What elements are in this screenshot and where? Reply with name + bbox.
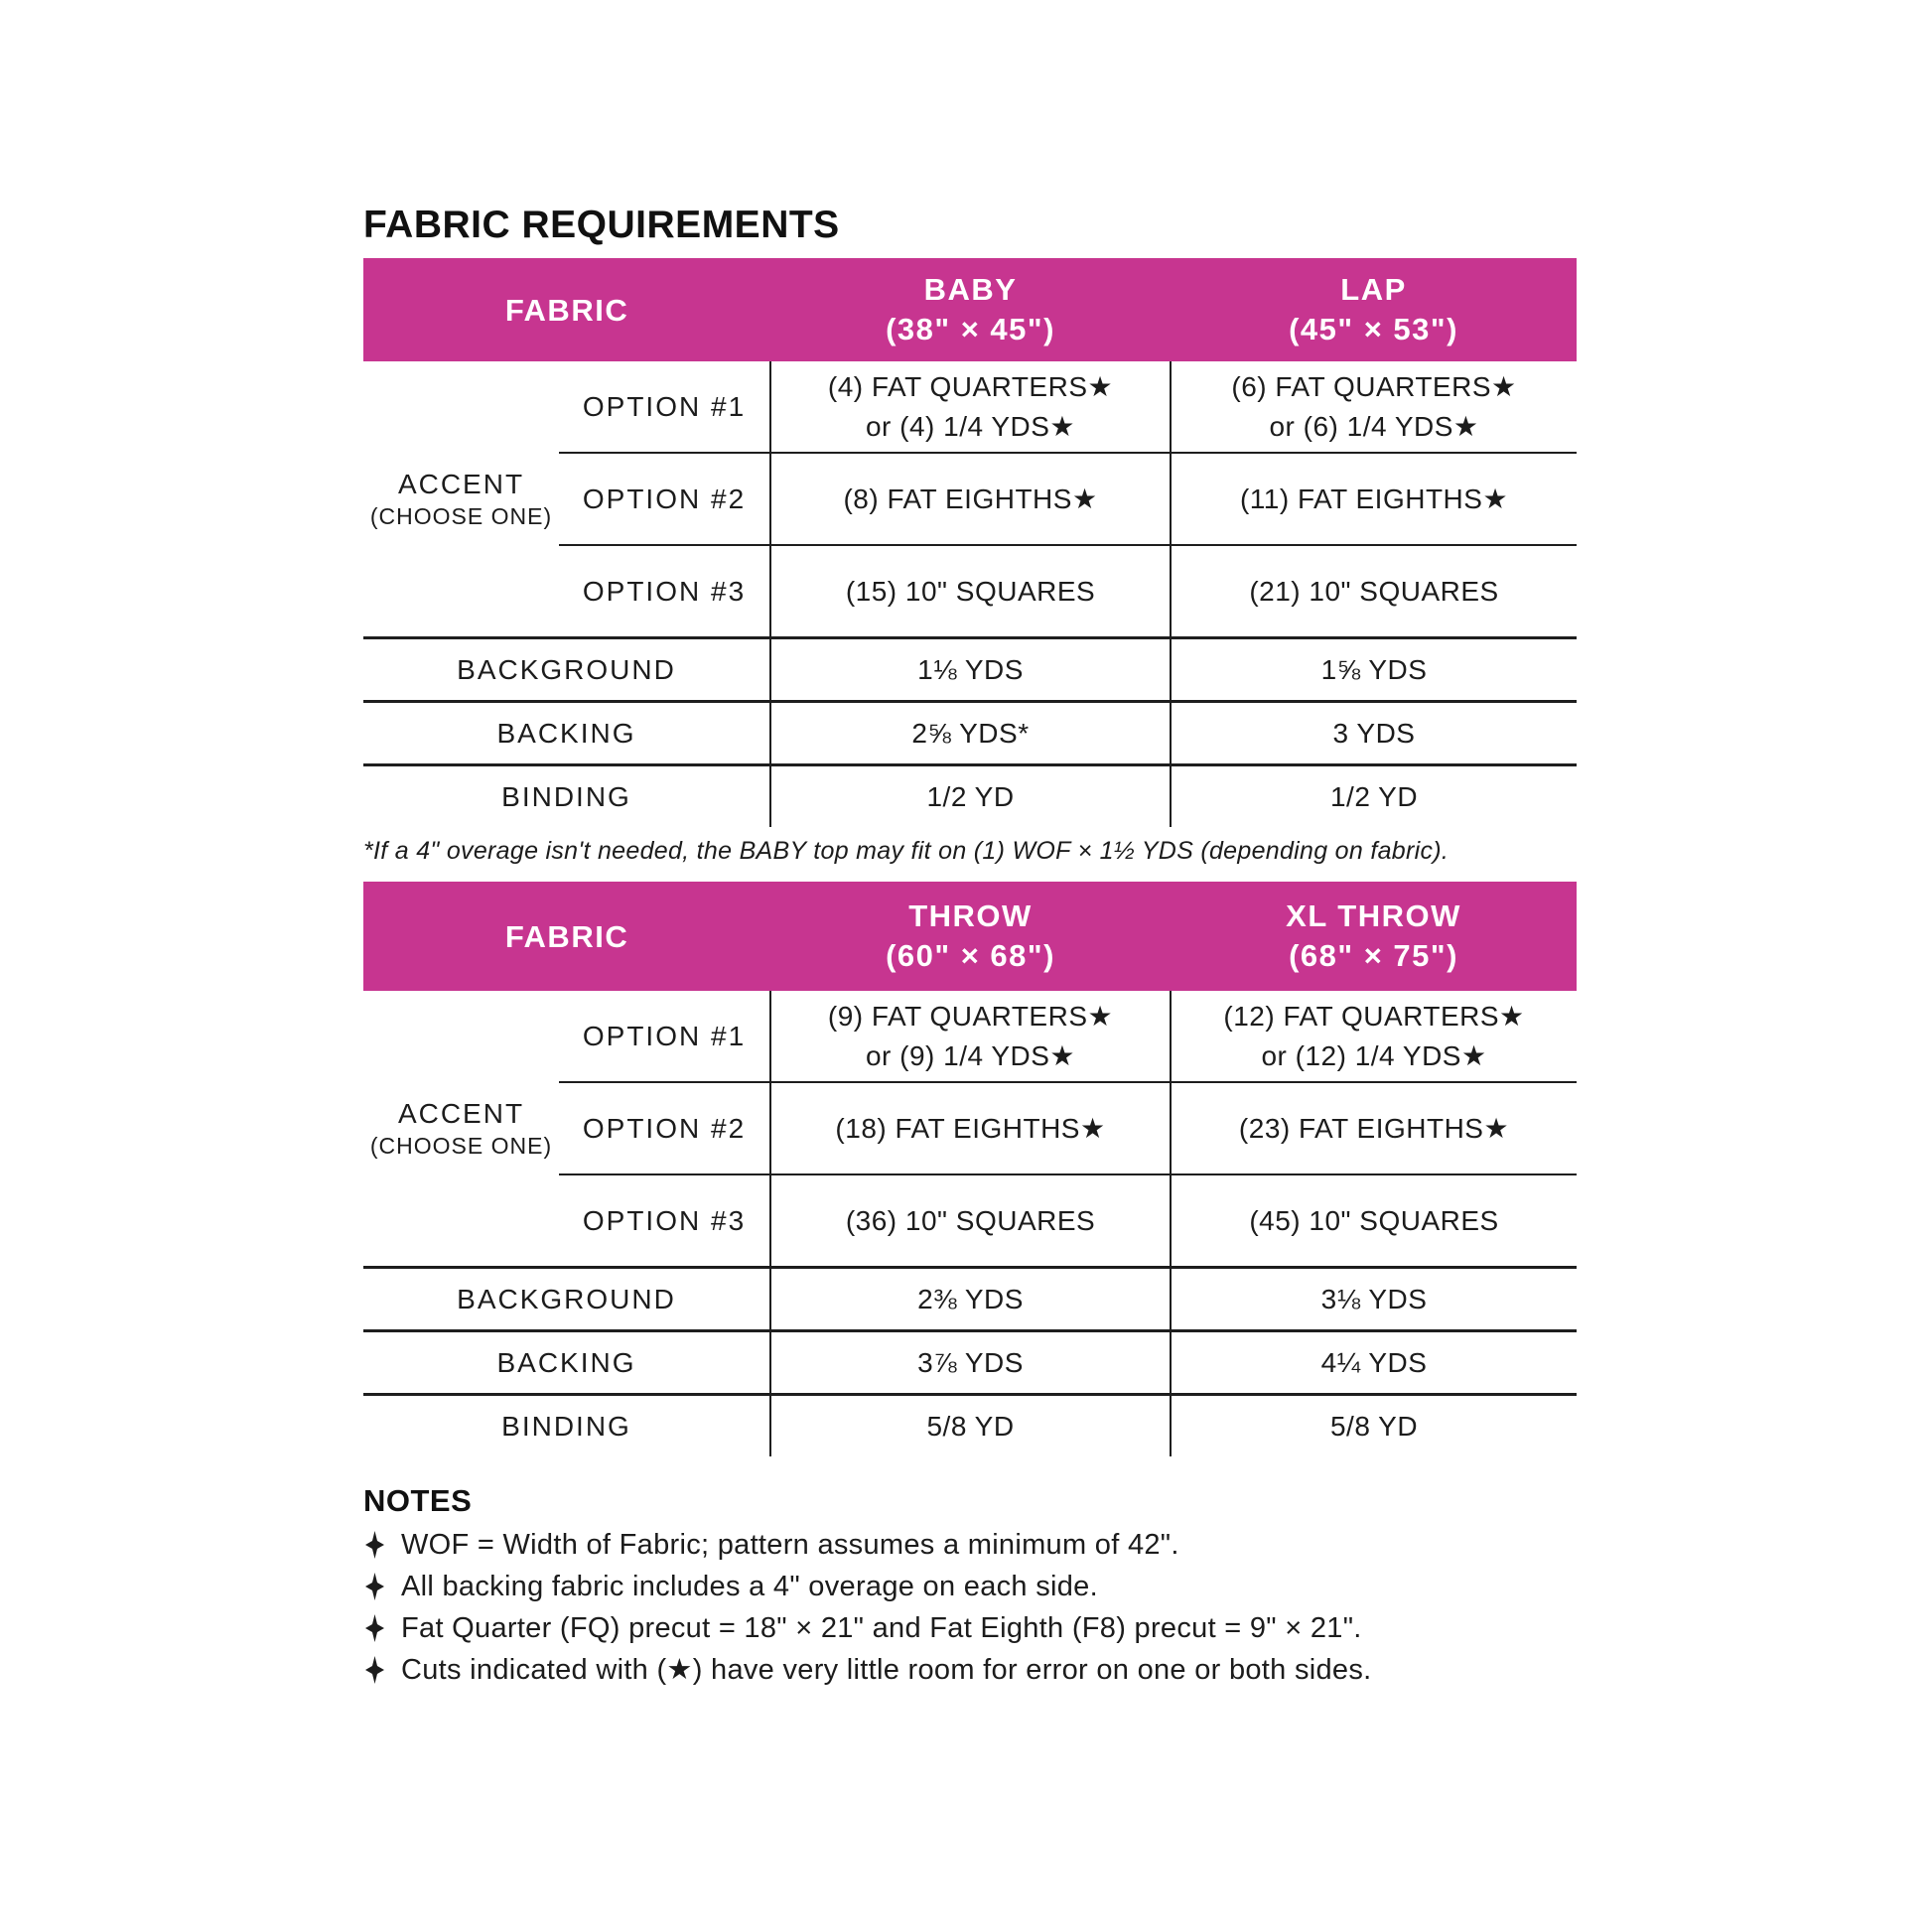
- value-line: or (6) 1/4 YDS★: [1269, 410, 1479, 442]
- notes-heading: NOTES: [363, 1483, 473, 1518]
- fabric-header-cell: FABRIC: [363, 258, 770, 361]
- value-cell: 5/8 YD: [770, 1395, 1171, 1457]
- accent-sublabel: (CHOOSE ONE): [369, 1132, 553, 1159]
- size-name: BABY: [923, 272, 1018, 307]
- binding-row: [363, 765, 1577, 828]
- baby-backing-footnote: *If a 4" overage isn't needed, the BABY top may fit on (1) WOF × 1½ YDS (depending on fabric).: [363, 837, 1449, 865]
- size-name: XL THROW: [1286, 898, 1461, 933]
- value-cell: (18) FAT EIGHTHS★: [770, 1082, 1171, 1174]
- option-label: OPTION #3: [559, 1174, 770, 1268]
- background-row: [363, 638, 1577, 702]
- note-text: Cuts indicated with (★) have very little room for error on one or both sides.: [401, 1654, 1372, 1686]
- note-text: Fat Quarter (FQ) precut = 18" × 21" and Fat Eighth (F8) precut = 9" × 21".: [401, 1612, 1362, 1644]
- value-cell: [1171, 991, 1577, 1082]
- size-dimensions: (60" × 68"): [886, 938, 1055, 973]
- row-label: BACKGROUND: [363, 1268, 770, 1331]
- row-label: BINDING: [363, 765, 770, 828]
- option-1-row: [363, 361, 1577, 453]
- value-cell: (36) 10" SQUARES: [770, 1174, 1171, 1268]
- fabric-requirements-table-baby-lap: [363, 258, 1577, 827]
- fabric-header-cell: FABRIC: [363, 882, 770, 991]
- value-cell: [770, 991, 1171, 1082]
- value-cell: 5/8 YD: [1171, 1395, 1577, 1457]
- note-item: [363, 1612, 1577, 1644]
- backing-row: [363, 702, 1577, 765]
- accent-label: ACCENT: [397, 468, 525, 499]
- table-header-row: [363, 258, 1577, 361]
- row-label: BACKING: [363, 1331, 770, 1395]
- background-row: [363, 1268, 1577, 1331]
- note-text: WOF = Width of Fabric; pattern assumes a minimum of 42".: [401, 1529, 1179, 1561]
- value-cell: 2⅝ YDS*: [770, 702, 1171, 765]
- value-line: (6) FAT QUARTERS★: [1231, 370, 1517, 402]
- size-name: THROW: [908, 898, 1033, 933]
- size-dimensions: (68" × 75"): [1289, 938, 1458, 973]
- value-cell: (11) FAT EIGHTHS★: [1171, 453, 1577, 545]
- content-column: [363, 205, 1577, 1686]
- value-cell: 2⅜ YDS: [770, 1268, 1171, 1331]
- size-name: LAP: [1340, 272, 1407, 307]
- option-label: OPTION #3: [559, 545, 770, 638]
- note-item: [363, 1571, 1577, 1602]
- sparkle-bullet-icon: [363, 1656, 401, 1684]
- note-text: All backing fabric includes a 4" overage on each side.: [401, 1571, 1098, 1602]
- row-label: BACKGROUND: [363, 638, 770, 702]
- value-cell: (8) FAT EIGHTHS★: [770, 453, 1171, 545]
- accent-label-cell: [363, 361, 559, 638]
- value-cell: 3⅛ YDS: [1171, 1268, 1577, 1331]
- option-label: OPTION #2: [559, 453, 770, 545]
- row-label: BACKING: [363, 702, 770, 765]
- size-header-xl-throw: [1171, 882, 1577, 991]
- notes-section: [363, 1483, 1577, 1686]
- backing-row: [363, 1331, 1577, 1395]
- size-header-throw: [770, 882, 1171, 991]
- fabric-requirements-table-throw-xlthrow: [363, 882, 1577, 1456]
- note-item: [363, 1529, 1577, 1561]
- value-cell: (23) FAT EIGHTHS★: [1171, 1082, 1577, 1174]
- value-cell: 1⅛ YDS: [770, 638, 1171, 702]
- value-line: or (9) 1/4 YDS★: [865, 1039, 1076, 1071]
- accent-sublabel: (CHOOSE ONE): [369, 502, 553, 529]
- value-line: (12) FAT QUARTERS★: [1223, 1000, 1525, 1032]
- note-item: [363, 1654, 1577, 1686]
- sparkle-bullet-icon: [363, 1573, 401, 1600]
- size-header-baby: [770, 258, 1171, 361]
- accent-label: ACCENT: [397, 1097, 525, 1129]
- accent-label-cell: [363, 991, 559, 1268]
- value-line: or (4) 1/4 YDS★: [865, 410, 1076, 442]
- value-cell: 1/2 YD: [770, 765, 1171, 828]
- value-cell: (45) 10" SQUARES: [1171, 1174, 1577, 1268]
- value-line: or (12) 1/4 YDS★: [1261, 1039, 1487, 1071]
- page-title: FABRIC REQUIREMENTS: [363, 204, 840, 246]
- value-cell: 4¼ YDS: [1171, 1331, 1577, 1395]
- value-cell: 1/2 YD: [1171, 765, 1577, 828]
- option-label: OPTION #2: [559, 1082, 770, 1174]
- sparkle-bullet-icon: [363, 1531, 401, 1559]
- value-cell: 1⅝ YDS: [1171, 638, 1577, 702]
- value-line: (4) FAT QUARTERS★: [827, 370, 1114, 402]
- value-cell: [1171, 361, 1577, 453]
- option-label: OPTION #1: [582, 1020, 747, 1051]
- option-1-row: [363, 991, 1577, 1082]
- value-cell: 3 YDS: [1171, 702, 1577, 765]
- binding-row: [363, 1395, 1577, 1457]
- size-header-lap: [1171, 258, 1577, 361]
- value-cell: (21) 10" SQUARES: [1171, 545, 1577, 638]
- table-header-row: [363, 882, 1577, 991]
- value-cell: 3⅞ YDS: [770, 1331, 1171, 1395]
- value-cell: [770, 361, 1171, 453]
- option-label: OPTION #1: [582, 390, 747, 422]
- value-cell: (15) 10" SQUARES: [770, 545, 1171, 638]
- size-dimensions: (38" × 45"): [886, 312, 1055, 346]
- value-line: (9) FAT QUARTERS★: [827, 1000, 1114, 1032]
- row-label: BINDING: [363, 1395, 770, 1457]
- size-dimensions: (45" × 53"): [1289, 312, 1458, 346]
- sparkle-bullet-icon: [363, 1614, 401, 1642]
